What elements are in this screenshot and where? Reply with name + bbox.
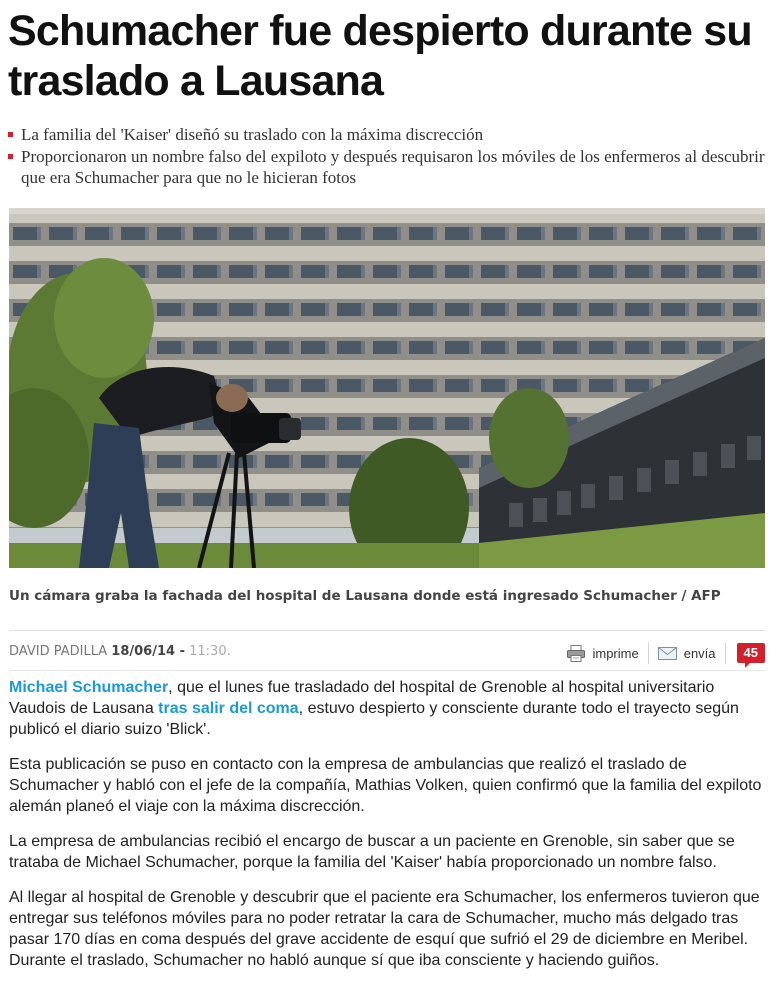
divider	[9, 630, 765, 631]
photo-caption: Un cámara graba la fachada del hospital de Lausana donde está ingresado Schumacher / AFP	[9, 588, 721, 604]
article-paragraph: La empresa de ambulancias recibió el encargo de buscar a un paciente en Grenoble, sin saber que se trataba de Michael Schumacher, porque la familia del 'Kaiser' había proporcionado un nombre falso.	[9, 833, 735, 871]
square-bullet-icon	[8, 154, 13, 159]
link-tras-salir-del-coma[interactable]: tras salir del coma	[158, 700, 299, 717]
article-paragraph: Esta publicación se puso en contacto con la empresa de ambulancias que realizó el traslado de Schumacher y habló con el jefe de la compañía, Mathias Volken, quien confirmó que la familia del expiloto alemán planeó el viaje con la máxima discrección.	[9, 756, 762, 815]
publish-date: 18/06/14 -	[111, 644, 185, 659]
divider	[9, 670, 765, 671]
article-paragraph: Al llegar al hospital de Grenoble y descubrir que el paciente era Schumacher, los enfermeros tuvieron que entregar sus teléfonos móviles para no poder retratar la cara de Schumacher, mucho más delgado tras pasar 170 días en coma después del grave accidente de esquí que sufrió el 29 de diciembre en Meribel. Durante el traslado, Schumacher no habló aunque sí que iba consciente y haciendo guiños.	[9, 889, 760, 969]
print-button[interactable]	[567, 645, 638, 662]
send-button[interactable]	[658, 646, 716, 661]
article-tools	[567, 640, 765, 666]
publish-time: 11:30.	[189, 644, 231, 659]
subheadline-text: Proporcionaron un nombre falso del expiloto y después requisaron los móviles de los enfermeros al descubrir que era Schumacher para que no le hicieran fotos	[21, 147, 765, 187]
article-headline: Schumacher fue despierto durante su traslado a Lausana	[8, 7, 752, 105]
article-photo	[9, 208, 765, 568]
byline	[9, 642, 231, 662]
square-bullet-icon	[8, 132, 13, 137]
paragraph-text: , que el lunes fue trasladado del hospital de Grenoble al hospital universitario Vaudois de Lausana	[9, 679, 715, 717]
author-name[interactable]: DAVID PADILLA	[9, 644, 108, 659]
subheadline-text: La familia del 'Kaiser' diseñó su traslado con la máxima discrección	[21, 125, 484, 144]
subheadline-item	[8, 124, 774, 145]
envelope-icon	[658, 647, 677, 660]
subheadline-list	[8, 124, 774, 189]
hospital-photo-image	[9, 208, 765, 568]
link-michael-schumacher[interactable]: Michael Schumacher	[9, 679, 169, 696]
article-paragraph	[9, 677, 769, 740]
subheadline-item	[8, 146, 774, 188]
tools-separator	[648, 642, 649, 664]
tools-separator	[725, 642, 726, 664]
printer-icon	[567, 645, 585, 662]
print-label: imprime	[592, 645, 639, 661]
comments-count-badge[interactable]: 45	[737, 643, 765, 663]
article-body	[9, 677, 769, 985]
send-label: envía	[683, 645, 716, 661]
paragraph-text: , estuvo despierto y consciente durante todo el trayecto según publicó el diario suizo 'Blick'.	[9, 700, 739, 738]
